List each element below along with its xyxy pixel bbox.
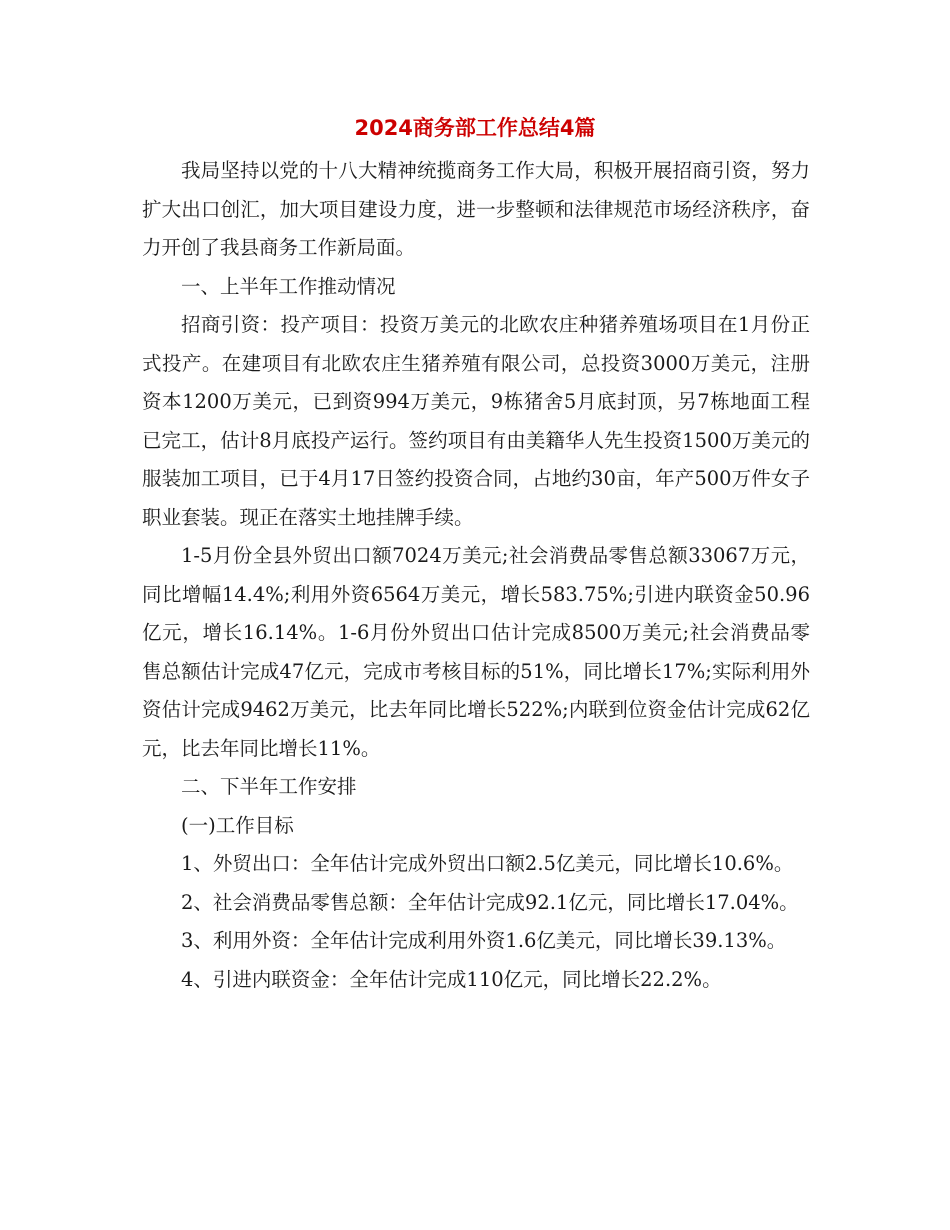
goal-item-foreign-investment: 3、利用外资：全年估计完成利用外资1.6亿美元，同比增长39.13%。 bbox=[181, 929, 787, 952]
paragraph-statistics: 1-5月份全县外贸出口额7024万美元;社会消费品零售总额33067万元，同比增幅14.4%;利用外资6564万美元，增长583.75%;引进内联资金50.96亿元，增长16.14%。1-6月份外贸出口估计完成8500万美元;社会消费品零售总额估计完成47亿元，完成市考核目标的51%，同比增长17%;实际利用外资估计完成9462万美元，比去年同比增长522%;内联到位资金估计完成62亿元，比去年同比增长11%。 bbox=[142, 544, 810, 760]
paragraph-intro: 我局坚持以党的十八大精神统揽商务工作大局，积极开展招商引资，努力扩大出口创汇，加大项目建设力度，进一步整顿和法律规范市场经济秩序，奋力开创了我县商务工作新局面。 bbox=[142, 159, 810, 259]
subsection-heading-goals: (一)工作目标 bbox=[181, 813, 294, 837]
goal-item-retail: 2、社会消费品零售总额：全年估计完成92.1亿元，同比增长17.04%。 bbox=[181, 890, 799, 914]
goal-item-domestic-funds: 4、引进内联资金：全年估计完成110亿元，同比增长22.2%。 bbox=[181, 967, 722, 991]
document-title: 2024商务部工作总结4篇 bbox=[354, 116, 596, 140]
section-heading-second-half: 二、下半年工作安排 bbox=[181, 775, 357, 798]
section-heading-first-half: 一、上半年工作推动情况 bbox=[181, 274, 396, 298]
paragraph-investment: 招商引资：投产项目：投资万美元的北欧农庄种猪养殖场项目在1月份正式投产。在建项目有北欧农庄生猪养殖有限公司，总投资3000万美元，注册资本1200万美元，已到资994万美元，9栋猪舍5月底封顶，另7栋地面工程已完工，估计8月底投产运行。签约项目有由美籍华人先生投资1500万美元的服装加工项目，已于4月17日签约投资合同，占地约30亩，年产500万件女子职业套装。现正在落实土地挂牌手续。 bbox=[142, 313, 810, 529]
goal-item-export: 1、外贸出口：全年估计完成外贸出口额2.5亿美元，同比增长10.6%。 bbox=[181, 852, 794, 875]
document-body bbox=[142, 152, 810, 999]
